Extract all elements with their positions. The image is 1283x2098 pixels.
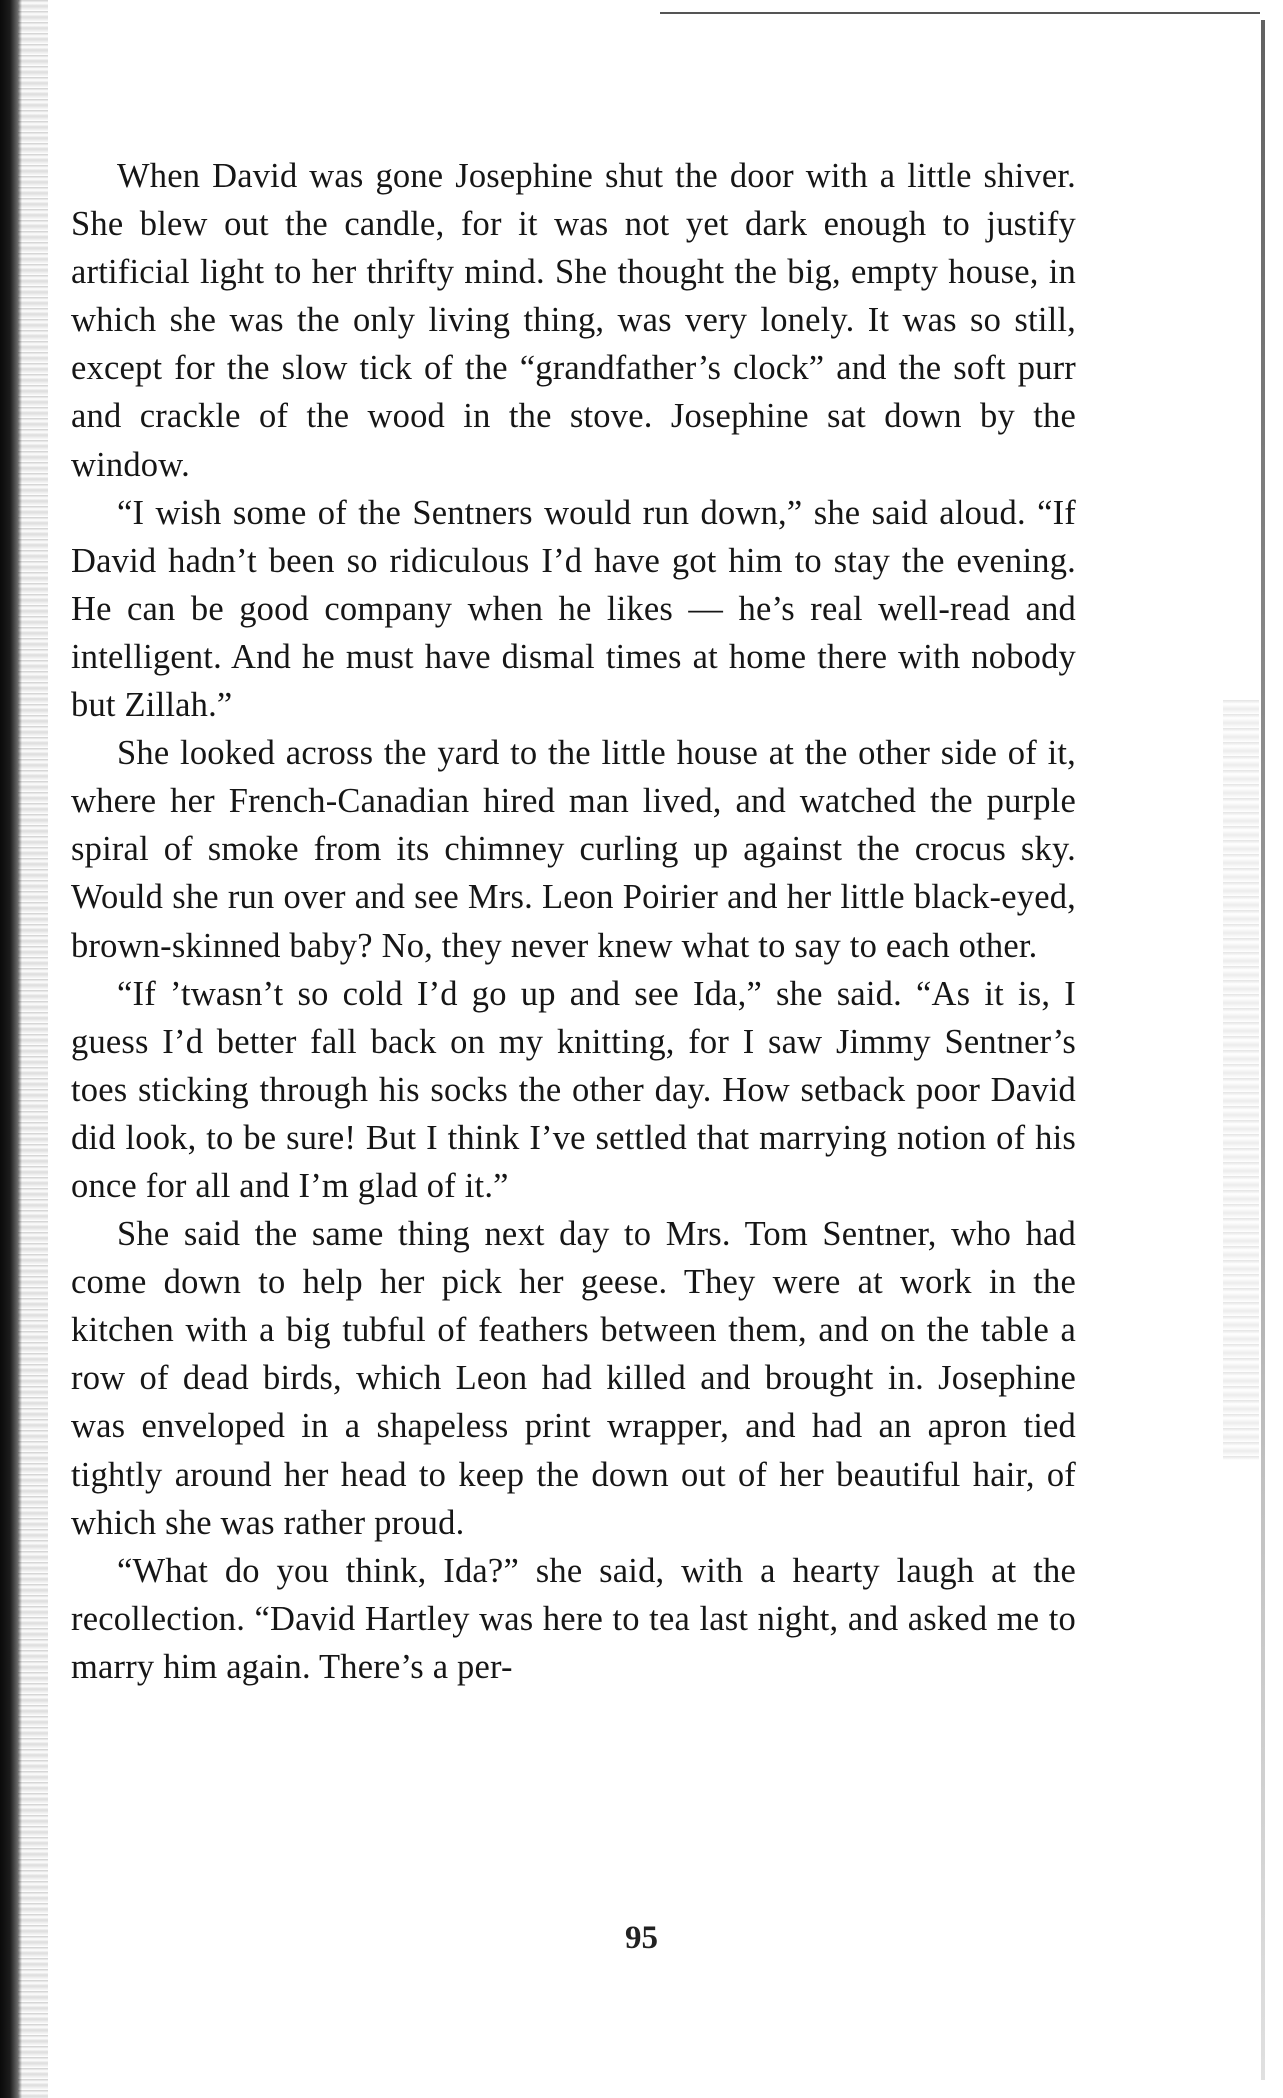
right-edge-texture bbox=[1223, 700, 1259, 1460]
page-body bbox=[71, 152, 1076, 1691]
top-page-edge bbox=[660, 12, 1260, 14]
paragraph: “What do you think, Ida?” she said, with a hearty laugh at the recollection. “David Hartley was here to tea last night, and asked me to marry him again. There’s a per- bbox=[71, 1551, 1076, 1686]
right-page-edge bbox=[1261, 20, 1265, 2080]
paragraph: She said the same thing next day to Mrs. Tom Sentner, who had come down to help her pick her geese. They were at work in the kitchen with a big tubful of feathers between them, and on the table a row of dead birds, which Leon had killed and brought in. Josephine was enveloped in a shapeless print wrapper, and had an apron tied tightly around her head to keep the down out of her beautiful hair, of which she was rather proud. bbox=[71, 1215, 1076, 1542]
paragraph: She looked across the yard to the little house at the other side of it, where her French-Canadian hired man lived, and watched the purple spiral of smoke from its chimney curling up against the crocus sky. Would she run over and see Mrs. Leon Poirier and her little black-eyed, brown-skinned baby? No, they never knew what to say to each other. bbox=[71, 734, 1076, 965]
paragraph: “I wish some of the Sentners would run down,” she said aloud. “If David hadn’t been so ridiculous I’d have got him to stay the evening. He can be good company when he likes — he’s real well-read and intelligent. And he must have dismal times at home there with nobody but Zillah.” bbox=[71, 493, 1076, 725]
paragraph: “If ’twasn’t so cold I’d go up and see Ida,” she said. “As it is, I guess I’d better fall back on my knitting, for I saw Jimmy Sentner’s toes sticking through his socks the other day. How setback poor David did look, to be sure! But I think I’ve settled that marrying notion of his once for all and I’m glad of it.” bbox=[71, 974, 1076, 1205]
page-number: 95 bbox=[625, 1920, 658, 1956]
paragraph: When David was gone Josephine shut the door with a little shiver. She blew out the candle, for it was not yet dark enough to justify artificial light to her thrifty mind. She thought the big, empty house, in which she was the only living thing, was very lonely. It was so still, except for the slow tick of the “grandfather’s clock” and the soft purr and crackle of the wood in the stove. Josephine sat down by the window. bbox=[71, 157, 1076, 484]
binding-texture bbox=[18, 0, 48, 2098]
